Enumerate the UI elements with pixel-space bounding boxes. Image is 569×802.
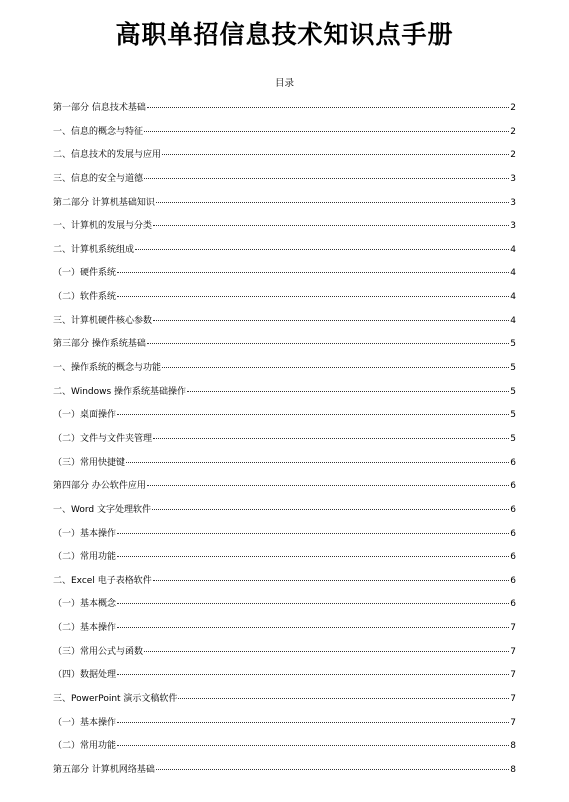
toc-entry[interactable] xyxy=(53,668,516,692)
toc-entry-label: （一）硬件系统 xyxy=(53,268,117,279)
toc-dot-leader xyxy=(153,320,509,321)
toc-entry[interactable] xyxy=(53,408,516,432)
toc-entry[interactable] xyxy=(53,148,516,172)
toc-entry-label: 一、操作系统的概念与功能 xyxy=(53,363,162,374)
toc-page-number: 5 xyxy=(510,410,516,421)
toc-entry-label: 第三部分 操作系统基础 xyxy=(53,339,146,350)
toc-entry-label: 二、信息技术的发展与应用 xyxy=(53,150,162,161)
toc-entry-label: 一、计算机的发展与分类 xyxy=(53,221,153,232)
toc-entry-label: 二、Windows 操作系统基础操作 xyxy=(53,386,187,397)
toc-dot-leader xyxy=(144,131,509,132)
toc-page-number: 3 xyxy=(510,173,516,184)
toc-page-number: 4 xyxy=(510,315,516,326)
toc-page-number: 5 xyxy=(510,386,516,397)
toc-entry[interactable] xyxy=(53,621,516,645)
toc-page-number: 8 xyxy=(510,764,516,775)
toc-page-number: 6 xyxy=(510,575,516,586)
toc-entry-label: （四）数据处理 xyxy=(53,670,117,681)
toc-entry[interactable] xyxy=(53,432,516,456)
toc-entry-label: 三、PowerPoint 演示文稿软件 xyxy=(53,694,178,705)
toc-page-number: 5 xyxy=(510,363,516,374)
toc-entry-label: （二）文件与文件夹管理 xyxy=(53,433,153,444)
toc-entry[interactable] xyxy=(53,385,516,409)
toc-entry[interactable] xyxy=(53,645,516,669)
toc-entry-label: 二、计算机系统组成 xyxy=(53,244,135,255)
toc-page-number: 5 xyxy=(510,433,516,444)
toc-entry[interactable] xyxy=(53,314,516,338)
toc-entry[interactable] xyxy=(53,716,516,740)
toc-entry[interactable] xyxy=(53,739,516,763)
toc-dot-leader xyxy=(162,367,509,368)
toc-dot-leader xyxy=(117,722,509,723)
toc-page-number: 7 xyxy=(510,694,516,705)
toc-dot-leader xyxy=(117,745,509,746)
toc-page-number: 4 xyxy=(510,292,516,303)
toc-dot-leader xyxy=(144,178,509,179)
toc-entry-label: 第一部分 信息技术基础 xyxy=(53,103,146,113)
toc-dot-leader xyxy=(147,343,509,344)
toc-entry[interactable] xyxy=(53,456,516,480)
toc-page-number: 3 xyxy=(510,221,516,232)
toc-entry-label: （二）常用功能 xyxy=(53,552,117,563)
document-title: 高职单招信息技术知识点手册 xyxy=(115,20,454,49)
toc-entry-label: 二、Excel 电子表格软件 xyxy=(53,575,152,586)
toc-dot-leader xyxy=(153,438,509,439)
toc-entry-label: （三）常用快捷键 xyxy=(53,457,126,468)
toc-entry[interactable] xyxy=(53,266,516,290)
toc-page-number: 2 xyxy=(510,126,516,137)
toc-heading: 目录 xyxy=(274,78,294,89)
toc-dot-leader xyxy=(144,651,509,652)
toc-entry-label: （一）基本操作 xyxy=(53,528,117,539)
toc-dot-leader xyxy=(117,296,509,297)
toc-entry[interactable] xyxy=(53,479,516,503)
toc-entry-label: 第四部分 办公软件应用 xyxy=(53,481,146,492)
toc-entry-label: 三、信息的安全与道德 xyxy=(53,173,144,184)
toc-entry-label: （二）常用功能 xyxy=(53,741,117,752)
toc-entry[interactable] xyxy=(53,550,516,574)
toc-dot-leader xyxy=(153,225,509,226)
toc-dot-leader xyxy=(162,154,509,155)
toc-dot-leader xyxy=(117,627,509,628)
toc-entry[interactable] xyxy=(53,574,516,598)
toc-entry[interactable] xyxy=(53,243,516,267)
toc-dot-leader xyxy=(178,698,509,699)
toc-dot-leader xyxy=(147,485,509,486)
toc-entry[interactable] xyxy=(53,597,516,621)
toc-dot-leader xyxy=(117,556,509,557)
toc-page-number: 5 xyxy=(510,339,516,350)
toc-entry[interactable] xyxy=(53,692,516,716)
toc-page-number: 7 xyxy=(510,646,516,657)
toc-entry[interactable] xyxy=(53,196,516,220)
toc-page-number: 7 xyxy=(510,623,516,634)
toc-page-number: 6 xyxy=(510,457,516,468)
toc-entry-label: （二）基本操作 xyxy=(53,623,117,634)
toc-entry[interactable] xyxy=(53,503,516,527)
toc-entry[interactable] xyxy=(53,172,516,196)
toc-entry-label: （二）软件系统 xyxy=(53,292,117,303)
toc-page-number: 6 xyxy=(510,599,516,610)
toc-entry-label: 第二部分 计算机基础知识 xyxy=(53,197,155,208)
toc-dot-leader xyxy=(117,533,509,534)
toc-page-number: 4 xyxy=(510,268,516,279)
toc-entry-label: （一）基本概念 xyxy=(53,599,117,610)
toc-page-number: 7 xyxy=(510,670,516,681)
toc-dot-leader xyxy=(135,249,509,250)
toc-page-number: 4 xyxy=(510,244,516,255)
toc-entry[interactable] xyxy=(53,219,516,243)
toc-entry-label: （一）桌面操作 xyxy=(53,410,117,421)
toc-entry[interactable] xyxy=(53,763,516,787)
toc-entry[interactable] xyxy=(53,337,516,361)
toc-dot-leader xyxy=(126,462,509,463)
toc-page-number: 7 xyxy=(510,717,516,728)
toc-page-number: 3 xyxy=(510,197,516,208)
toc-page-number: 6 xyxy=(510,552,516,563)
toc-page-number: 2 xyxy=(510,103,516,113)
toc-page-number: 2 xyxy=(510,150,516,161)
toc-entry-label: （三）常用公式与函数 xyxy=(53,646,144,657)
toc-dot-leader xyxy=(156,769,509,770)
toc-dot-leader xyxy=(152,509,509,510)
toc-dot-leader xyxy=(117,272,509,273)
toc-entry-label: 第五部分 计算机网络基础 xyxy=(53,764,155,775)
toc-entry[interactable] xyxy=(53,101,516,125)
toc-page-number: 6 xyxy=(510,528,516,539)
toc-entry[interactable] xyxy=(53,361,516,385)
toc-dot-leader xyxy=(187,391,509,392)
toc-dot-leader xyxy=(153,580,510,581)
toc-page-number: 6 xyxy=(510,481,516,492)
toc-entry[interactable] xyxy=(53,125,516,149)
toc-entry[interactable] xyxy=(53,290,516,314)
toc-dot-leader xyxy=(147,107,509,108)
toc-dot-leader xyxy=(156,202,509,203)
toc-entry-label: 一、信息的概念与特征 xyxy=(53,126,144,137)
toc-dot-leader xyxy=(117,674,509,675)
toc-entry[interactable] xyxy=(53,527,516,551)
toc-entry-label: 三、计算机硬件核心参数 xyxy=(53,315,153,326)
toc-dot-leader xyxy=(117,603,509,604)
toc-dot-leader xyxy=(117,414,509,415)
table-of-contents xyxy=(53,101,516,787)
toc-entry-label: 一、Word 文字处理软件 xyxy=(53,504,151,515)
toc-entry-label: （一）基本操作 xyxy=(53,717,117,728)
toc-page-number: 8 xyxy=(510,741,516,752)
toc-page-number: 6 xyxy=(510,504,516,515)
